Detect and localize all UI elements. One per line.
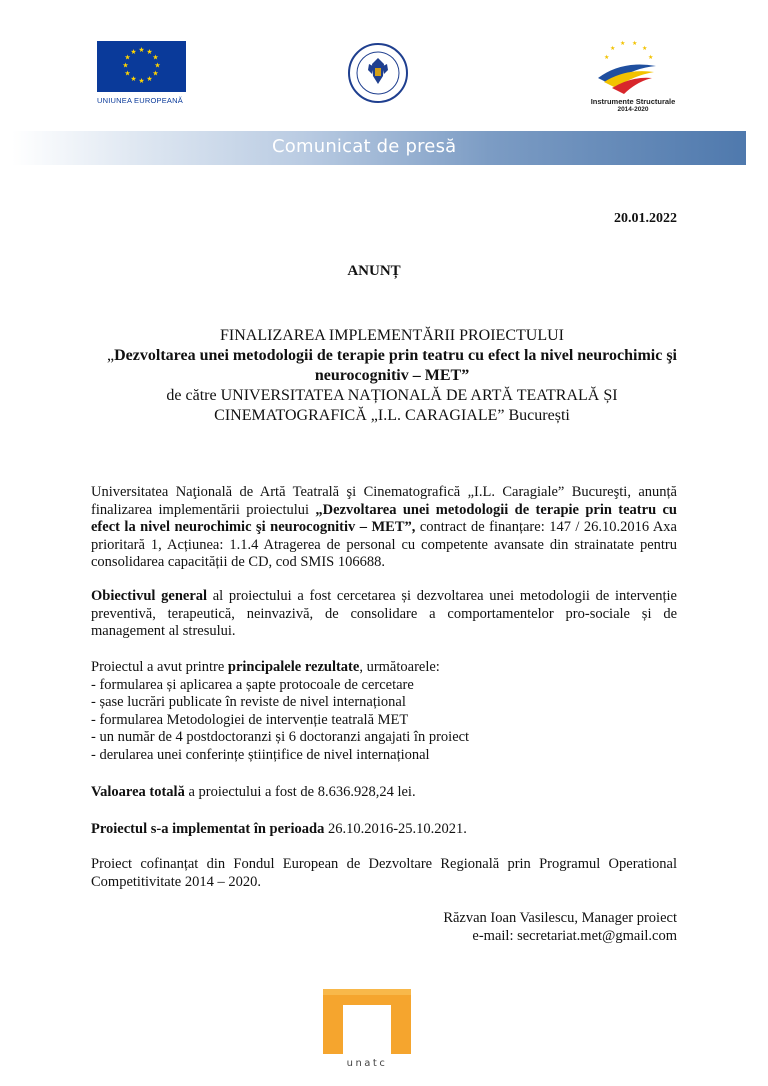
total-value-paragraph <box>91 784 677 802</box>
instrumente-structurale-title: Instrumente Structurale <box>590 97 676 106</box>
project-name-quote: „ <box>107 347 115 364</box>
svg-text:★: ★ <box>604 54 610 61</box>
list-item: - derularea unei conferințe științifice de nivel internațional <box>91 746 430 763</box>
svg-text:★: ★ <box>138 77 145 85</box>
list-item: - formularea și aplicarea a șapte protocoale de cercetare <box>91 676 414 693</box>
unatc-wordmark: unatc <box>346 1058 388 1069</box>
instrumente-structurale-years: 2014-2020 <box>617 106 649 113</box>
signature-name: Răzvan Ioan Vasilescu, Manager proiect <box>443 910 677 926</box>
objective-paragraph <box>91 588 677 641</box>
government-seal-logo <box>347 42 409 104</box>
objective-text: al proiectului a fost cercetarea și dezvoltarea unei metodologii de intervenție preventivă, terapeutică, neinvazivă, de consolidare a comportamentelor pro-sociale și de management al stresului. <box>91 588 677 639</box>
results-tail: , următoarele: <box>359 659 440 675</box>
svg-text:★: ★ <box>610 45 616 52</box>
period-label: Proiectul s-a implementat în perioada <box>91 821 325 837</box>
objective-label: Obiectivul general <box>91 588 208 604</box>
banner-title: Comunicat de presă <box>272 136 457 157</box>
announcement-date: 20.01.2022 <box>614 211 677 226</box>
svg-text:★: ★ <box>146 48 153 56</box>
svg-text:★: ★ <box>152 69 159 78</box>
results-lead: Proiectul a avut printre <box>91 659 228 675</box>
svg-text:★: ★ <box>130 48 137 56</box>
intro-project-name: „Dezvoltarea unei metodologii de terapie prin teatru cu efect la nivel neurochimic şi neurocognitiv – MET”, <box>91 501 677 535</box>
title-line-1: FINALIZAREA IMPLEMENTĂRII PROIECTULUI <box>220 327 564 344</box>
svg-text:★: ★ <box>154 61 161 70</box>
svg-text:★: ★ <box>632 40 638 47</box>
signature-email[interactable]: e-mail: secretariat.met@gmail.com <box>472 928 677 944</box>
svg-text:★: ★ <box>648 54 654 61</box>
svg-text:★: ★ <box>124 69 131 78</box>
intro-lead: Universitatea Naţională de Artă Teatrală şi Cinematografică „I.L. Caragiale” Bucureşti, anunță finalizarea implementării proiectului <box>91 484 677 518</box>
period-paragraph <box>91 821 677 839</box>
total-value-text: a proiectului a fost de 8.636.928,24 lei. <box>184 784 416 800</box>
project-name <box>100 346 684 386</box>
eu-flag-logo <box>97 41 186 92</box>
cofinancing-paragraph: Proiect cofinanțat din Fondul European de Dezvoltare Regională prin Programul Operational Competitivitate 2014 – 2020. <box>91 856 677 890</box>
project-name-text: Dezvoltarea unei metodologii de terapie prin teatru cu efect la nivel neurochimic şi neurocognitiv – MET” <box>114 347 677 384</box>
intro-paragraph <box>91 484 677 572</box>
list-item: - șase lucrări publicate în reviste de nivel internațional <box>91 694 406 710</box>
eu-caption: UNIUNEA EUROPEANĂ <box>97 96 183 105</box>
svg-text:★: ★ <box>122 61 129 70</box>
svg-text:★: ★ <box>146 75 153 83</box>
results-label: principalele rezultate <box>227 659 360 675</box>
unatc-logo <box>323 989 411 1054</box>
title-line-3: de către UNIVERSITATEA NAȚIONALĂ DE ARTĂ TEATRALĂ ȘI CINEMATOGRAFICĂ „I.L. CARAGIALE” București <box>166 387 618 424</box>
list-item: - un număr de 4 postdoctoranzi și 6 doctoranzi angajati în proiect <box>91 729 470 745</box>
total-value-label: Valoarea totală <box>91 784 185 800</box>
period-text: 26.10.2016-25.10.2021. <box>324 821 467 837</box>
signature-block <box>277 909 677 945</box>
results-paragraph <box>91 659 677 764</box>
instrumente-structurale-logo <box>592 38 662 96</box>
announcement-heading <box>0 263 768 280</box>
svg-text:★: ★ <box>152 53 159 62</box>
svg-text:★: ★ <box>130 75 137 83</box>
svg-text:★: ★ <box>620 40 626 47</box>
project-title-block <box>100 326 684 426</box>
intro-tail: contract de finanțare: 147 / 26.10.2016 Axa prioritară 1, Acțiunea: 1.1.4 Atragerea de personal cu competente avansate din strainatate pentru consolidarea capacității de CD, cod SMIS 106688. <box>91 519 677 570</box>
list-item: - formularea Metodologiei de intervenție teatrală MET <box>91 711 409 728</box>
results-intro <box>91 659 677 677</box>
heading-text: ANUNȚ <box>347 263 401 279</box>
svg-text:★: ★ <box>124 53 131 62</box>
svg-text:★: ★ <box>138 46 145 54</box>
svg-text:★: ★ <box>642 45 648 52</box>
